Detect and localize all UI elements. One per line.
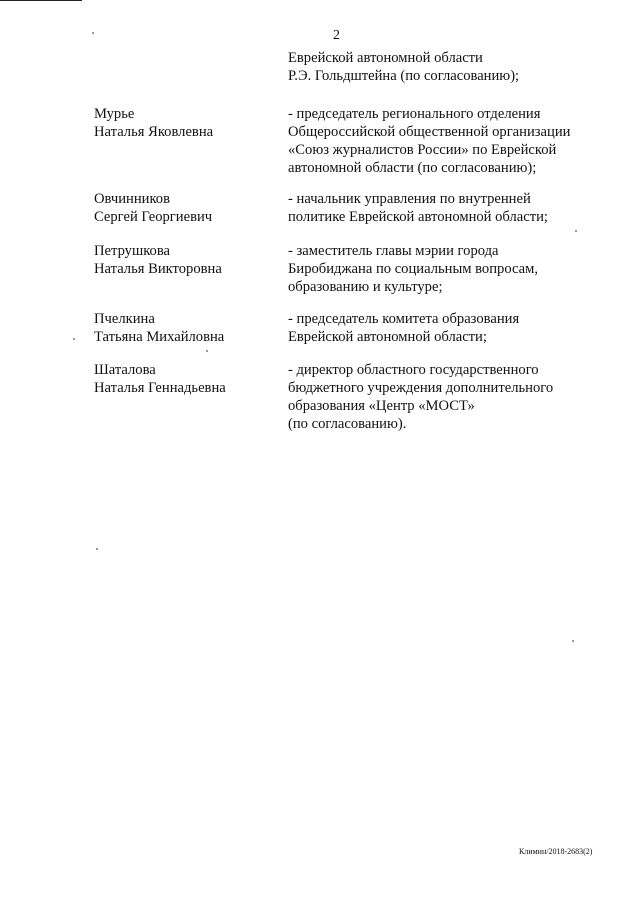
role-line: автономной области (по согласованию); [288, 160, 537, 176]
role-line: - председатель комитета образования [288, 311, 520, 327]
member-surname: Пчелкина [94, 311, 155, 327]
member-name [94, 310, 274, 346]
role-line: образованию и культуре; [288, 279, 443, 295]
intro-line: Р.Э. Гольдштейна (по согласованию); [288, 68, 520, 84]
member-role [288, 190, 608, 226]
role-line: - начальник управления по внутренней [288, 191, 531, 207]
role-line: Еврейской автономной области; [288, 329, 487, 345]
member-given-names: Наталья Геннадьевна [94, 380, 226, 396]
member-given-names: Наталья Викторовна [94, 261, 222, 277]
scan-speck [572, 640, 574, 642]
scan-speck [73, 338, 75, 340]
scan-edge-mark [0, 0, 82, 1]
role-line: «Союз журналистов России» по Еврейской [288, 142, 557, 158]
intro-line: Еврейской автономной области [288, 50, 483, 66]
member-name [94, 105, 274, 141]
member-name [94, 242, 274, 278]
role-line: политике Еврейской автономной области; [288, 209, 548, 225]
role-line: Биробиджана по социальным вопросам, [288, 261, 539, 277]
intro-text [288, 49, 608, 85]
role-line: - председатель регионального отделения [288, 106, 541, 122]
member-role [288, 242, 608, 296]
member-given-names: Сергей Георгиевич [94, 209, 213, 225]
scan-speck [96, 548, 98, 550]
document-footer-code: Климин/2018-2683(2) [519, 847, 593, 856]
role-line: - заместитель главы мэрии города [288, 243, 499, 259]
member-given-names: Татьяна Михайловна [94, 329, 225, 345]
member-name [94, 361, 274, 397]
member-given-names: Наталья Яковлевна [94, 124, 214, 140]
role-line: образования «Центр «МОСТ» [288, 398, 475, 414]
member-surname: Мурье [94, 106, 135, 122]
member-name [94, 190, 274, 226]
scan-speck [575, 230, 577, 232]
member-role [288, 105, 608, 177]
scan-speck [92, 32, 94, 34]
role-line: (по согласованию). [288, 416, 407, 432]
page-number: 2 [333, 28, 340, 43]
member-surname: Шаталова [94, 362, 156, 378]
member-surname: Петрушкова [94, 243, 171, 259]
scan-speck [206, 350, 208, 352]
member-surname: Овчинников [94, 191, 170, 207]
member-role [288, 361, 608, 433]
role-line: бюджетного учреждения дополнительного [288, 380, 554, 396]
role-line: - директор областного государственного [288, 362, 539, 378]
role-line: Общероссийской общественной организации [288, 124, 571, 140]
member-role [288, 310, 608, 346]
